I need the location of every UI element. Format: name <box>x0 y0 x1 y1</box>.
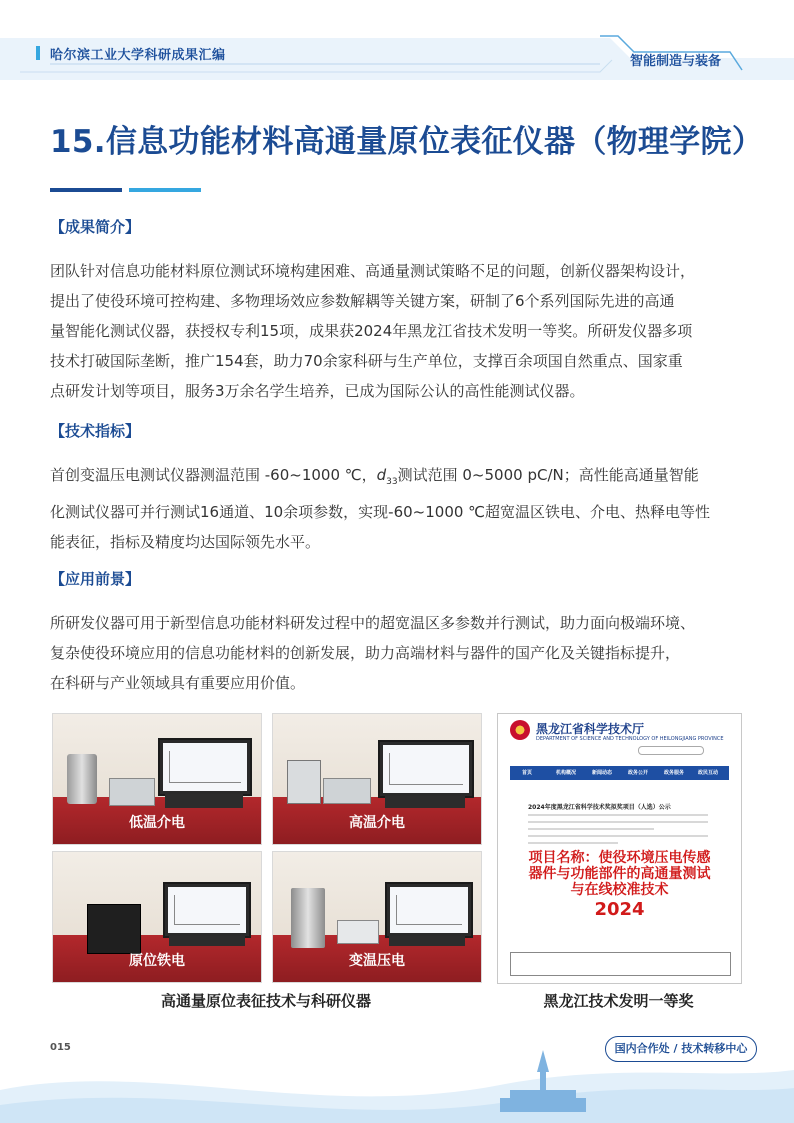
award-year: 2024 <box>594 899 645 920</box>
instrument-photo-low-temp-dielectric <box>52 713 262 845</box>
nav-item: 首页 <box>522 770 533 776</box>
nav-item: 机构概况 <box>556 770 577 776</box>
measurement-unit <box>323 778 371 804</box>
instrument-photo-variable-temp-piezo <box>272 851 482 983</box>
specs-heading: 【技术指标】 <box>50 422 141 440</box>
measurement-unit <box>337 920 379 944</box>
award-project-overlay <box>498 850 741 922</box>
category-tag: 智能制造与装备 <box>630 54 722 69</box>
photo-label: 原位铁电 <box>129 953 185 969</box>
notice-title: 2024年度黑龙江省科学技术奖拟奖项目（人选）公示 <box>528 804 671 811</box>
award-table <box>510 952 731 976</box>
award-caption: 黑龙江技术发明一等奖 <box>543 992 694 1010</box>
site-title: 黑龙江省科学技术厅 <box>536 722 645 736</box>
title-underline-light <box>129 188 201 192</box>
keyboard <box>169 936 245 946</box>
page-title: 15.信息功能材料高通量原位表征仪器（物理学院） <box>50 124 764 160</box>
nav-item: 政民互动 <box>698 770 719 776</box>
d-subscript: 33 <box>386 477 398 487</box>
specs-line-part: 首创变温压电测试仪器测温范围 -60~1000 ℃， <box>50 466 377 484</box>
intro-line: 提出了使役环境可控构建、多物理场效应参数解耦等关键方案，研制了6个系列国际先进的高通 <box>50 292 675 310</box>
notice-body-text <box>528 814 708 849</box>
nav-item: 政务公开 <box>628 770 649 776</box>
national-emblem-icon <box>510 720 530 740</box>
search-input <box>638 746 704 755</box>
specs-paragraph <box>50 460 746 557</box>
page-number: 015 <box>50 1042 71 1053</box>
prospects-line: 复杂使役环境应用的信息功能材料的创新发展，助力高端材料与器件的国产化及关键指标提升， <box>50 644 681 662</box>
intro-line: 技术打破国际垄断，推广154套，助力70余家科研与生产单位，支撑百余项国自然重点、国家重 <box>50 352 683 370</box>
intro-paragraph <box>50 256 746 406</box>
intro-line: 团队针对信息功能材料原位测试环境构建困难、高通量测试策略不足的问题，创新仪器架构设计， <box>50 262 696 280</box>
title-underline-dark <box>50 188 122 192</box>
prospects-heading: 【应用前景】 <box>50 570 141 588</box>
measurement-unit <box>109 778 155 806</box>
keyboard <box>389 936 465 946</box>
photo-label: 变温压电 <box>349 953 405 969</box>
monitor <box>158 738 252 796</box>
site-nav <box>510 766 729 780</box>
specs-line <box>50 460 746 497</box>
instruments-caption: 高通量原位表征技术与科研仪器 <box>160 992 371 1010</box>
project-name-line: 项目名称：使役环境压电传感 <box>528 850 711 866</box>
monitor <box>385 882 473 938</box>
nav-item: 新闻动态 <box>592 770 613 776</box>
intro-line: 量智能化测试仪器，获授权专利15项，成果获2024年黑龙江省技术发明一等奖。所研发仪器多项 <box>50 322 693 340</box>
prospects-line: 所研发仪器可用于新型信息功能材料研发过程中的超宽温区多参数并行测试，助力面向极端环境、 <box>50 614 696 632</box>
instrument-photo-in-situ-ferroelectric <box>52 851 262 983</box>
furnace-device <box>287 760 321 804</box>
instrument-photo-high-temp-dielectric <box>272 713 482 845</box>
cryostat-device <box>67 754 97 804</box>
site-subtitle: DEPARTMENT OF SCIENCE AND TECHNOLOGY OF HEILONGJIANG PROVINCE <box>536 736 724 742</box>
nav-item: 政务服务 <box>664 770 685 776</box>
monitor <box>378 740 474 798</box>
prospects-paragraph <box>50 608 746 698</box>
computer-case <box>385 796 465 808</box>
d-symbol: d <box>376 466 387 484</box>
piezo-test-fixture <box>291 888 325 948</box>
prospects-line: 在科研与产业领域具有重要应用价值。 <box>50 674 306 692</box>
intro-heading: 【成果简介】 <box>50 218 141 236</box>
monitor <box>163 882 251 938</box>
project-name-line: 与在线校准技术 <box>570 882 669 898</box>
photo-label: 低温介电 <box>129 815 185 831</box>
specs-line: 化测试仪器可并行测试16通道、10余项参数，实现-60~1000 ℃超宽温区铁电、介电、热释电等性 <box>50 503 711 521</box>
award-notice-screenshot <box>497 713 742 984</box>
project-name-line: 器件与功能部件的高通量测试 <box>528 866 711 882</box>
publication-title: 哈尔滨工业大学科研成果汇编 <box>50 48 226 63</box>
specs-line: 能表征，指标及精度均达国际领先水平。 <box>50 533 321 551</box>
computer-case <box>165 794 243 808</box>
intro-line: 点研发计划等项目，服务3万余名学生培养，已成为国际公认的高性能测试仪器。 <box>50 382 585 400</box>
photo-label: 高温介电 <box>349 815 405 831</box>
department-badge: 国内合作处 / 技术转移中心 <box>605 1036 757 1062</box>
ferroelectric-tester <box>87 904 141 954</box>
specs-line-part: 测试范围 0~5000 pC/N；高性能高通量智能 <box>397 466 699 484</box>
